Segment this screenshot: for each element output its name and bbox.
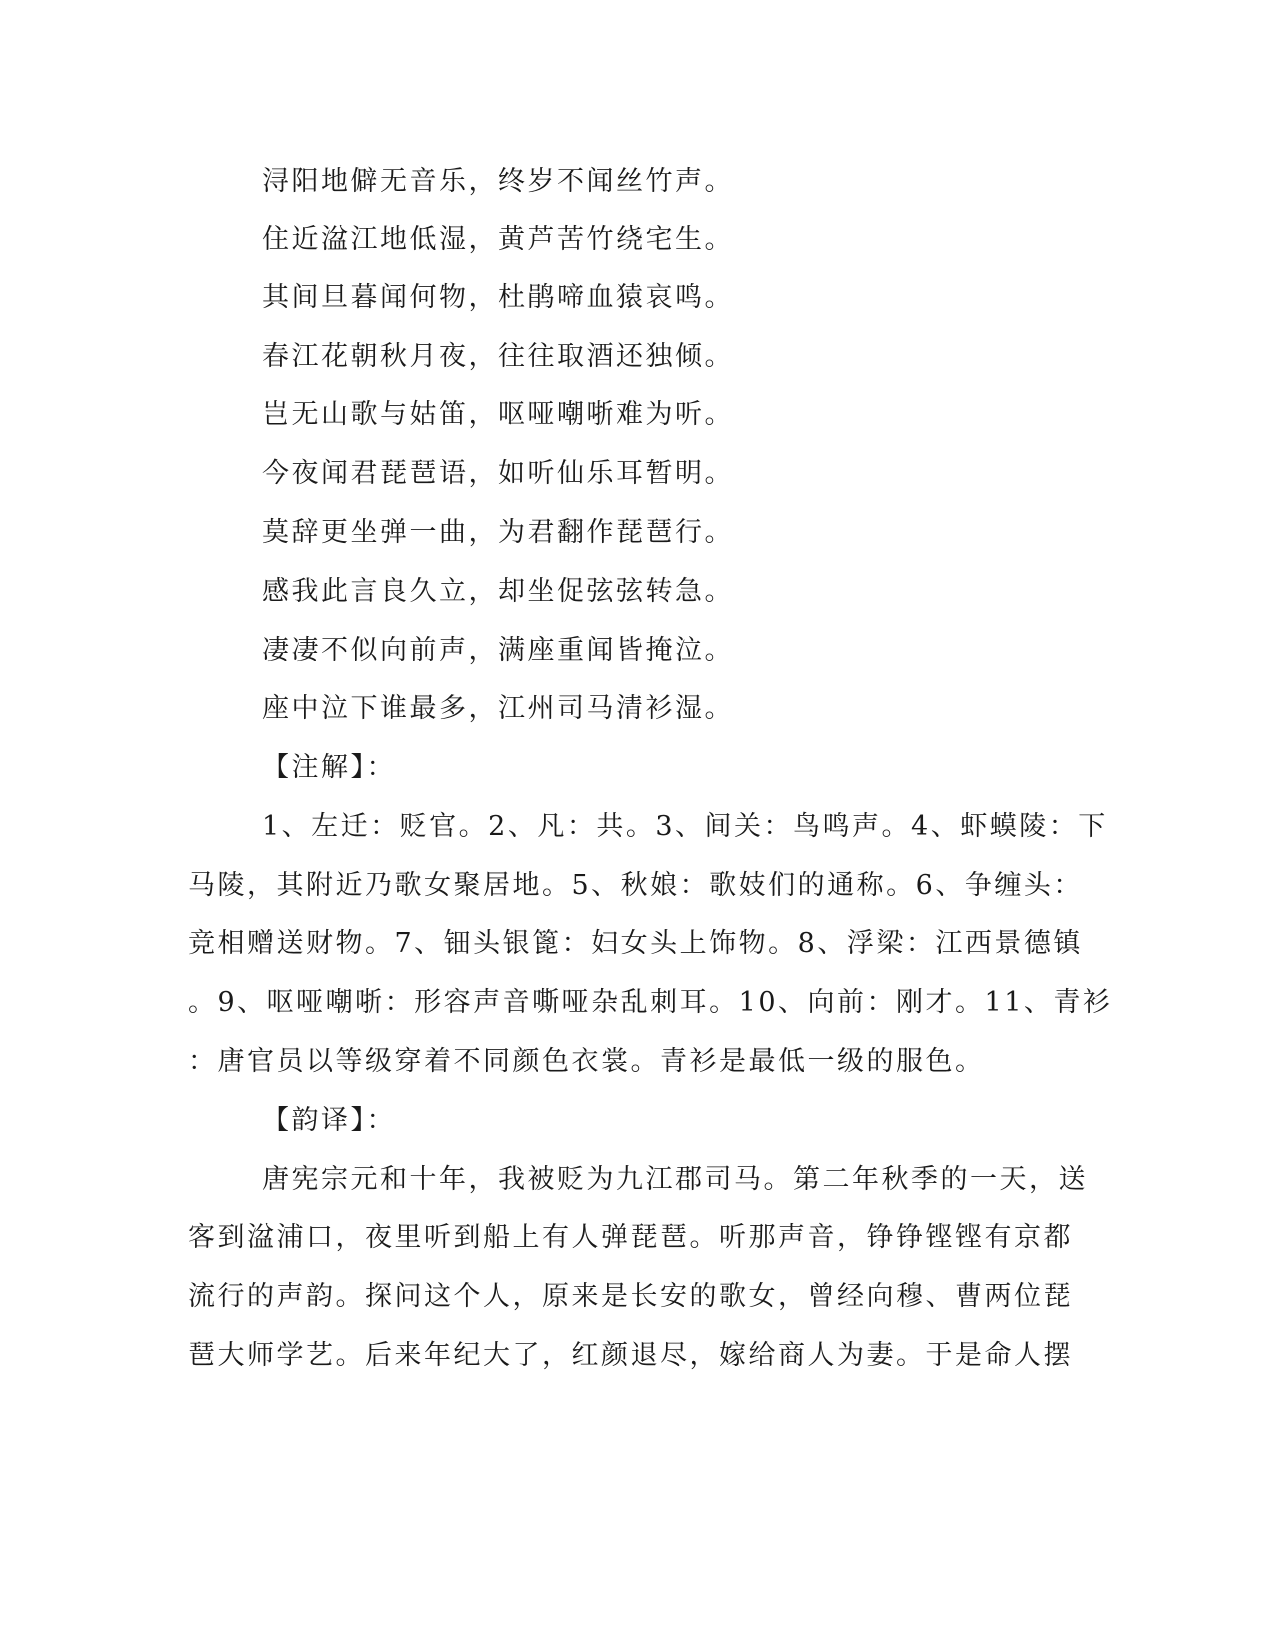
translation-line-1: 唐宪宗元和十年，我被贬为九江郡司马。第二年秋季的一天，送 <box>262 1164 1088 1195</box>
poem-line-7: 莫辞更坐弹一曲，为君翻作琵琶行。 <box>262 517 734 548</box>
notes-line-3: 竞相赠送财物。7、钿头银篦：妇女头上饰物。8、浮梁：江西景德镇 <box>188 928 1083 959</box>
poem-line-1: 浔阳地僻无音乐，终岁不闻丝竹声。 <box>262 166 734 197</box>
translation-line-2: 客到湓浦口，夜里听到船上有人弹琵琶。听那声音，铮铮铿铿有京都 <box>188 1222 1073 1253</box>
poem-line-10: 座中泣下谁最多，江州司马清衫湿。 <box>262 693 734 724</box>
poem-line-9: 凄凄不似向前声，满座重闻皆掩泣。 <box>262 635 734 666</box>
poem-line-6: 今夜闻君琵琶语，如听仙乐耳暂明。 <box>262 458 734 489</box>
poem-line-4: 春江花朝秋月夜，往往取酒还独倾。 <box>262 341 734 372</box>
notes-line-1: 1、左迁：贬官。2、凡：共。3、间关：鸟鸣声。4、虾蟆陵：下 <box>262 811 1108 842</box>
poem-line-2: 住近湓江地低湿，黄芦苦竹绕宅生。 <box>262 224 734 255</box>
translation-line-3: 流行的声韵。探问这个人，原来是长安的歌女，曾经向穆、曹两位琵 <box>188 1281 1073 1312</box>
translation-line-4: 琶大师学艺。后来年纪大了，红颜退尽，嫁给商人为妻。于是命人摆 <box>188 1340 1073 1371</box>
poem-line-3: 其间旦暮闻何物，杜鹃啼血猿哀鸣。 <box>262 282 734 313</box>
notes-line-2: 马陵，其附近乃歌女聚居地。5、秋娘：歌妓们的通称。6、争缠头： <box>188 870 1083 901</box>
poem-line-5: 岂无山歌与姑笛，呕哑嘲哳难为听。 <box>262 399 734 430</box>
notes-line-4: 。9、呕哑嘲哳：形容声音嘶哑杂乱刺耳。10、向前：刚才。11、青衫 <box>188 987 1113 1018</box>
notes-line-5: ：唐官员以等级穿着不同颜色衣裳。青衫是最低一级的服色。 <box>188 1046 985 1077</box>
poem-line-8: 感我此言良久立，却坐促弦弦转急。 <box>262 576 734 607</box>
translation-heading: 【韵译】： <box>262 1105 396 1136</box>
notes-heading: 【注解】： <box>262 752 396 783</box>
